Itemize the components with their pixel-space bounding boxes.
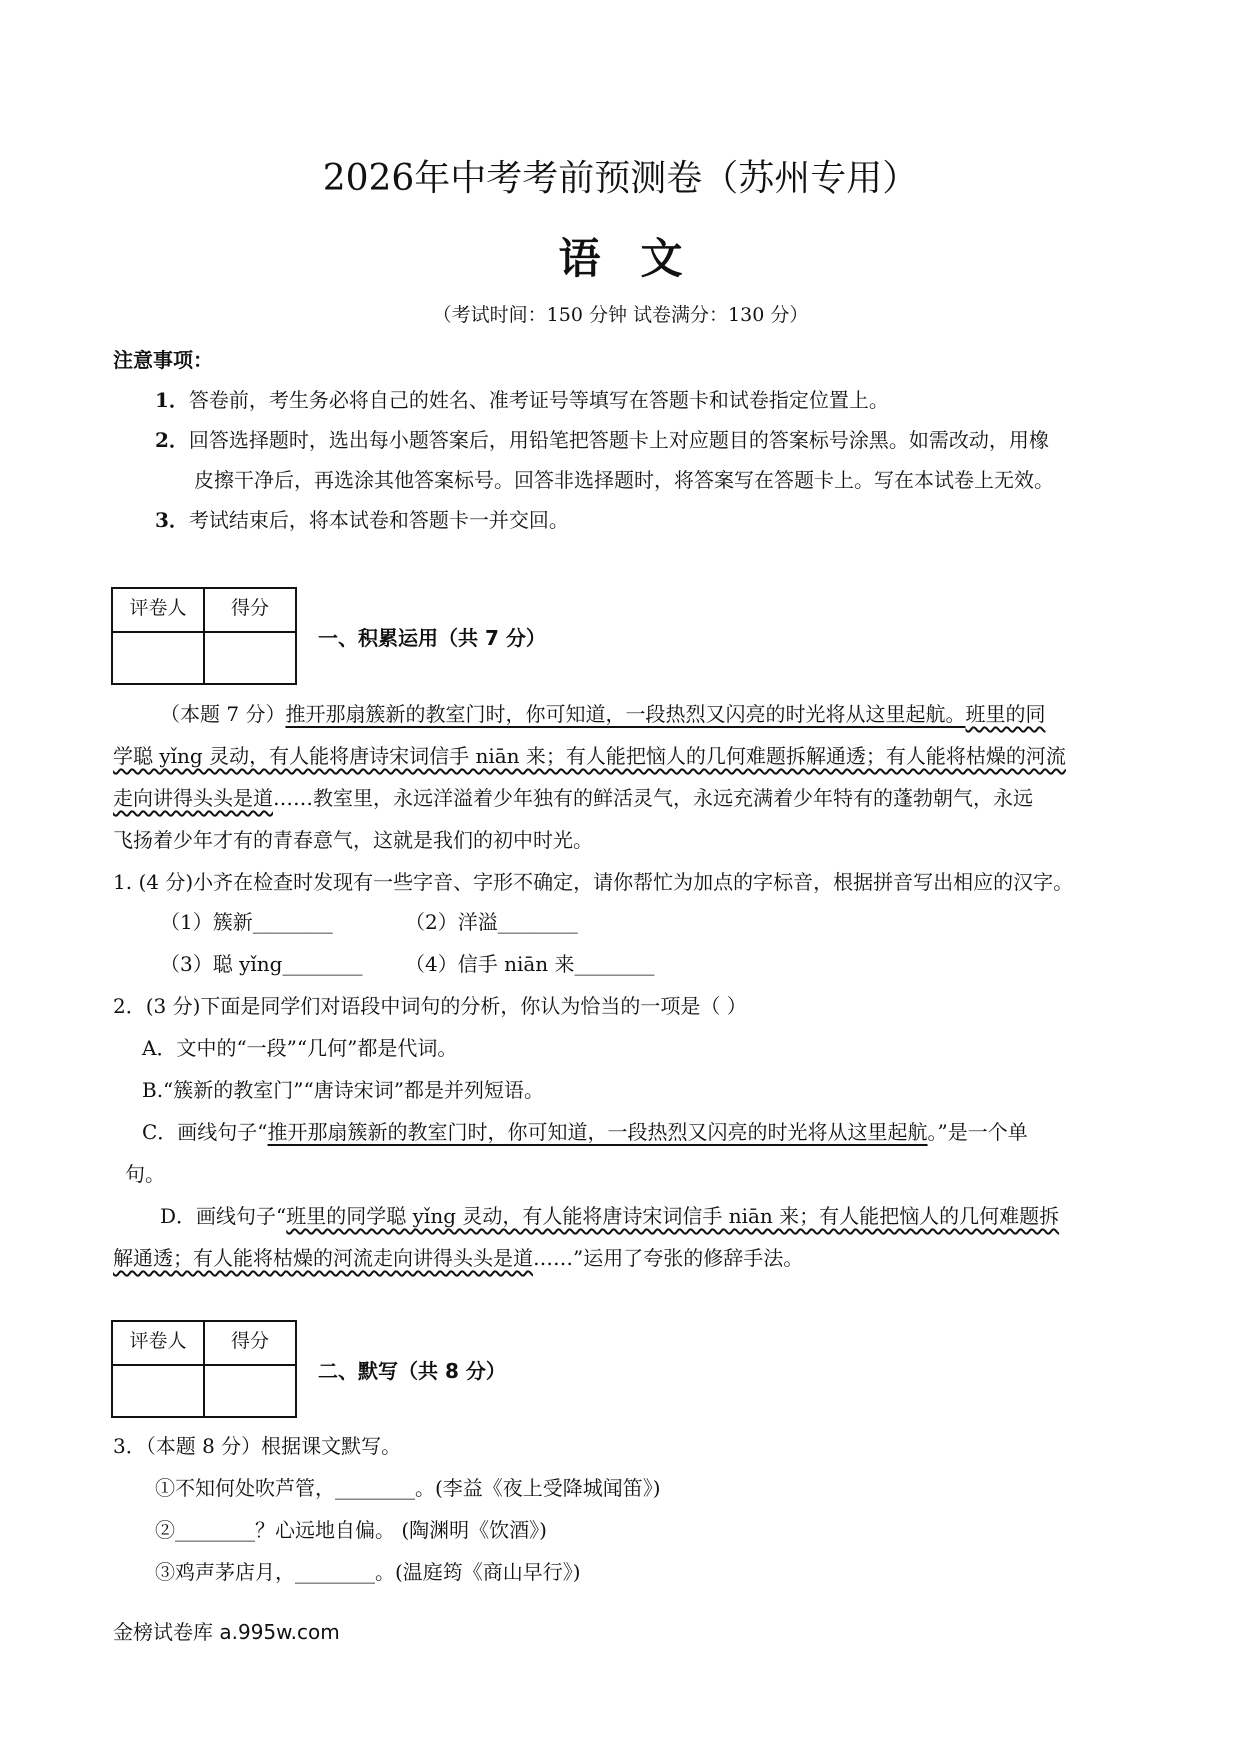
notice-item-1: 1．答卷前，考生务必将自己的姓名、准考证号等填写在答题卡和试卷指定位置上。 <box>155 388 889 412</box>
notice-item-2-cont: 皮擦干净后，再选涂其他答案标号。回答非选择题时，将答案写在答题卡上。写在本试卷上无效。 <box>194 468 1054 492</box>
grader-cell <box>112 1365 204 1417</box>
q3-item-3: ③鸡声茅店月，________。(温庭筠《商山早行》) <box>155 1560 581 1584</box>
score-table-2 <box>111 1320 297 1418</box>
q1-answer-2: （2）洋溢________ <box>405 910 578 934</box>
q3-item-1: ①不知何处吹芦管，________。(李益《夜上受降城闻笛》) <box>155 1476 661 1500</box>
section-1-title: 一、积累运用（共 7 分） <box>318 626 546 650</box>
q1-answer-1: （1）簇新________ <box>160 910 333 934</box>
passage-line-4: 飞扬着少年才有的青春意气，这就是我们的初中时光。 <box>113 828 593 852</box>
exam-title: 2026年中考考前预测卷（苏州专用） <box>322 158 919 199</box>
q2-stem: 2．(3 分)下面是同学们对语段中词句的分析，你认为恰当的一项是（ ） <box>113 994 747 1018</box>
grader-cell <box>112 632 204 684</box>
score-label: 得分 <box>204 1321 296 1365</box>
grader-label: 评卷人 <box>112 588 204 632</box>
section-2-title: 二、默写（共 8 分） <box>318 1359 506 1383</box>
q2-option-c: C．画线句子“推开那扇簇新的教室门时，你可知道，一段热烈又闪亮的时光将从这里起航。”是一个单 <box>142 1120 1028 1144</box>
exam-info: （考试时间：150 分钟 试卷满分：130 分） <box>432 304 809 326</box>
score-cell <box>204 1365 296 1417</box>
q2-option-a: A．文中的“一段”“几何”都是代词。 <box>142 1036 458 1060</box>
subject-title: 语文 <box>558 234 723 283</box>
passage-line-2: 学聪 yǐng 灵动，有人能将唐诗宋词信手 niān 来；有人能把恼人的几何难题拆解通透；有人能将枯燥的河流 <box>113 744 1066 768</box>
score-table-1 <box>111 587 297 685</box>
score-label: 得分 <box>204 588 296 632</box>
notice-item-2: 2．回答选择题时，选出每小题答案后，用铅笔把答题卡上对应题目的答案标号涂黑。如需改动，用橡 <box>155 428 1049 452</box>
q3-stem: 3．（本题 8 分）根据课文默写。 <box>113 1434 402 1458</box>
notice-item-3: 3．考试结束后，将本试卷和答题卡一并交回。 <box>155 508 569 532</box>
grader-label: 评卷人 <box>112 1321 204 1365</box>
passage-line-3: 走向讲得头头是道……教室里，永远洋溢着少年独有的鲜活灵气，永远充满着少年特有的蓬勃朝气，永远 <box>113 786 1033 810</box>
q1-answer-3: （3）聪 yǐng________ <box>160 952 363 976</box>
footer-source: 金榜试卷库 a.995w.com <box>113 1620 340 1644</box>
passage-line-1: （本题 7 分）推开那扇簇新的教室门时，你可知道，一段热烈又闪亮的时光将从这里起航。班里的同 <box>160 702 1046 726</box>
notice-heading: 注意事项： <box>113 348 213 372</box>
q2-option-d: D．画线句子“班里的同学聪 yǐng 灵动，有人能将唐诗宋词信手 niān 来；有人能把恼人的几何难题拆 <box>160 1204 1060 1228</box>
score-cell <box>204 632 296 684</box>
q1-stem: 1. (4 分)小齐在检查时发现有一些字音、字形不确定，请你帮忙为加点的字标音，根据拼音写出相应的汉字。 <box>113 870 1074 894</box>
q2-option-c-cont: 句。 <box>125 1162 165 1186</box>
q3-item-2: ②________？心远地自偏。 (陶渊明《饮酒》) <box>155 1518 547 1542</box>
q1-answer-4: （4）信手 niān 来________ <box>405 952 655 976</box>
q2-option-d-cont: 解通透；有人能将枯燥的河流走向讲得头头是道……”运用了夸张的修辞手法。 <box>113 1246 804 1270</box>
q2-option-b: B.“簇新的教室门”“唐诗宋词”都是并列短语。 <box>142 1078 544 1102</box>
